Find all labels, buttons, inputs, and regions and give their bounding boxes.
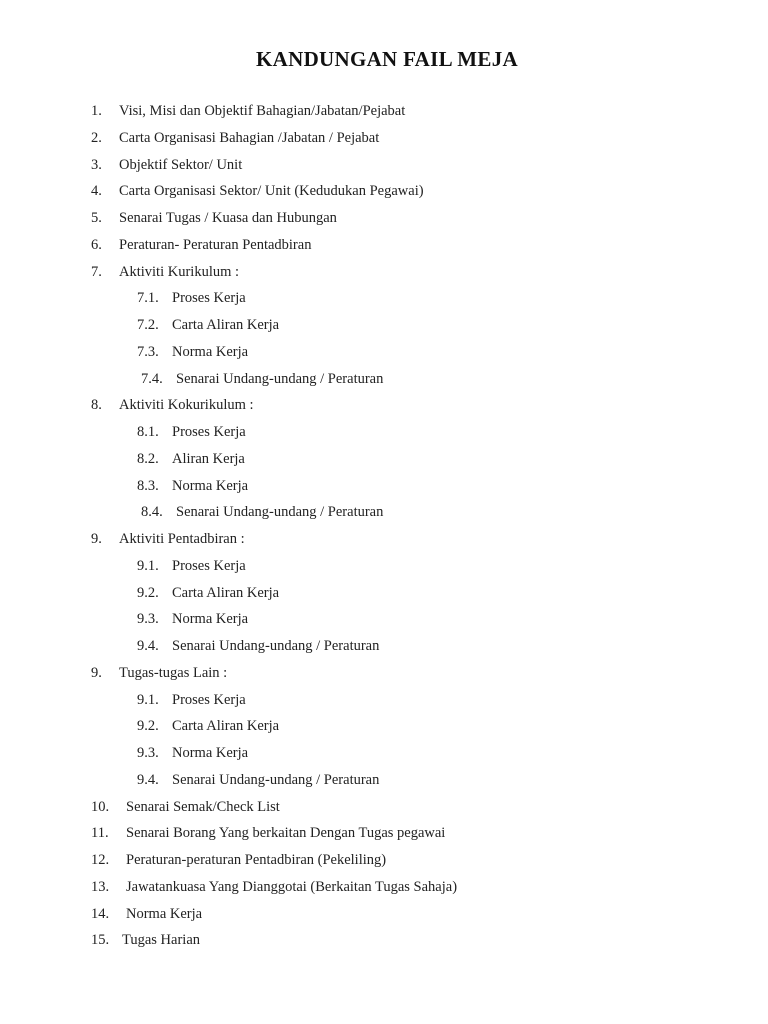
sub-list-item xyxy=(0,580,768,607)
item-number: 9.2. xyxy=(137,718,159,735)
item-text: Carta Aliran Kerja xyxy=(172,317,280,333)
item-number: 7.3. xyxy=(137,343,159,360)
item-text: Carta Aliran Kerja xyxy=(172,718,280,735)
item-number: 14. xyxy=(91,905,110,922)
sub-list-item xyxy=(0,473,768,500)
item-text: Senarai Undang-undang / Peraturan xyxy=(176,370,384,387)
item-text: Tugas-tugas Lain : xyxy=(119,664,228,681)
list-item xyxy=(0,874,768,901)
item-text: Norma Kerja xyxy=(172,745,249,761)
item-number: 5. xyxy=(91,210,102,226)
item-number: 8. xyxy=(91,397,102,414)
item-text: Carta Organisasi Sektor/ Unit (Kedudukan Pegawai) xyxy=(119,183,424,200)
item-text: Proses Kerja xyxy=(172,691,246,708)
item-number: 11. xyxy=(91,825,109,842)
item-text: Visi, Misi dan Objektif Bahagian/Jabatan/Pejabat xyxy=(119,103,406,119)
item-text: Norma Kerja xyxy=(126,905,203,922)
sub-list-item xyxy=(0,713,768,740)
item-text: Jawatankuasa Yang Dianggotai (Berkaitan Tugas Sahaja) xyxy=(126,878,458,895)
item-number: 1. xyxy=(91,103,102,119)
list-item xyxy=(0,820,768,847)
sub-list-item xyxy=(0,312,768,339)
item-text: Proses Kerja xyxy=(172,290,246,307)
list-item xyxy=(0,660,768,687)
item-text: Senarai Tugas / Kuasa dan Hubungan xyxy=(119,210,337,226)
list-item xyxy=(0,152,768,179)
item-number: 9.1. xyxy=(137,691,159,708)
item-number: 7.4. xyxy=(141,370,163,387)
sub-list-item xyxy=(0,446,768,473)
item-text: Aktiviti Kurikulum : xyxy=(119,263,240,280)
item-text: Objektif Sektor/ Unit xyxy=(119,156,243,173)
item-number: 10. xyxy=(91,798,110,815)
item-number: 9. xyxy=(91,664,102,681)
list-item xyxy=(0,232,768,259)
list-item xyxy=(0,205,768,232)
item-number: 9.3. xyxy=(137,611,159,628)
item-text: Proses Kerja xyxy=(172,424,246,440)
item-number: 9.2. xyxy=(137,584,159,601)
item-text: Aliran Kerja xyxy=(172,450,245,467)
item-number: 9.1. xyxy=(137,557,159,574)
item-number: 9.3. xyxy=(137,745,159,761)
item-text: Aktiviti Pentadbiran : xyxy=(119,531,245,547)
list-item xyxy=(0,526,768,553)
list-item xyxy=(0,927,768,954)
item-text: Carta Aliran Kerja xyxy=(172,584,280,601)
document-title: KANDUNGAN FAIL MEJA xyxy=(256,47,518,71)
item-text: Tugas Harian xyxy=(122,932,201,949)
item-text: Peraturan-peraturan Pentadbiran (Pekeliling) xyxy=(126,852,387,868)
item-number: 9.4. xyxy=(137,638,159,654)
sub-list-item xyxy=(0,366,768,393)
item-number: 7.2. xyxy=(137,317,159,333)
item-text: Senarai Undang-undang / Peraturan xyxy=(172,771,380,788)
contents-list xyxy=(0,98,768,954)
item-number: 3. xyxy=(91,156,102,173)
sub-list-item xyxy=(0,767,768,794)
list-item xyxy=(0,259,768,286)
list-item xyxy=(0,125,768,152)
item-number: 9.4. xyxy=(137,771,159,788)
item-text: Norma Kerja xyxy=(172,477,249,494)
item-number: 4. xyxy=(91,183,102,200)
item-number: 7.1. xyxy=(137,290,159,307)
sub-list-item xyxy=(0,633,768,660)
item-text: Carta Organisasi Bahagian /Jabatan / Pejabat xyxy=(119,129,380,146)
sub-list-item xyxy=(0,339,768,366)
item-text: Aktiviti Kokurikulum : xyxy=(119,397,254,414)
item-text: Senarai Borang Yang berkaitan Dengan Tugas pegawai xyxy=(126,825,446,842)
item-number: 2. xyxy=(91,129,102,146)
item-number: 12. xyxy=(91,852,110,868)
sub-list-item xyxy=(0,606,768,633)
list-item xyxy=(0,178,768,205)
item-number: 6. xyxy=(91,236,102,253)
list-item xyxy=(0,901,768,928)
list-item xyxy=(0,392,768,419)
item-number: 8.4. xyxy=(141,504,163,521)
item-text: Norma Kerja xyxy=(172,611,249,628)
item-text: Proses Kerja xyxy=(172,557,246,574)
sub-list-item xyxy=(0,553,768,580)
item-number: 8.3. xyxy=(137,477,159,494)
sub-list-item xyxy=(0,285,768,312)
item-text: Senarai Undang-undang / Peraturan xyxy=(176,504,384,521)
item-number: 7. xyxy=(91,263,102,280)
item-number: 9. xyxy=(91,531,102,547)
item-number: 15. xyxy=(91,932,110,949)
item-number: 8.2. xyxy=(137,450,159,467)
item-number: 8.1. xyxy=(137,424,159,440)
sub-list-item xyxy=(0,499,768,526)
sub-list-item xyxy=(0,687,768,714)
list-item xyxy=(0,847,768,874)
sub-list-item xyxy=(0,740,768,767)
item-text: Peraturan- Peraturan Pentadbiran xyxy=(119,236,312,253)
item-number: 13. xyxy=(91,878,110,895)
item-text: Norma Kerja xyxy=(172,343,249,360)
list-item xyxy=(0,794,768,821)
item-text: Senarai Semak/Check List xyxy=(126,798,280,815)
sub-list-item xyxy=(0,419,768,446)
item-text: Senarai Undang-undang / Peraturan xyxy=(172,638,380,654)
list-item xyxy=(0,98,768,125)
